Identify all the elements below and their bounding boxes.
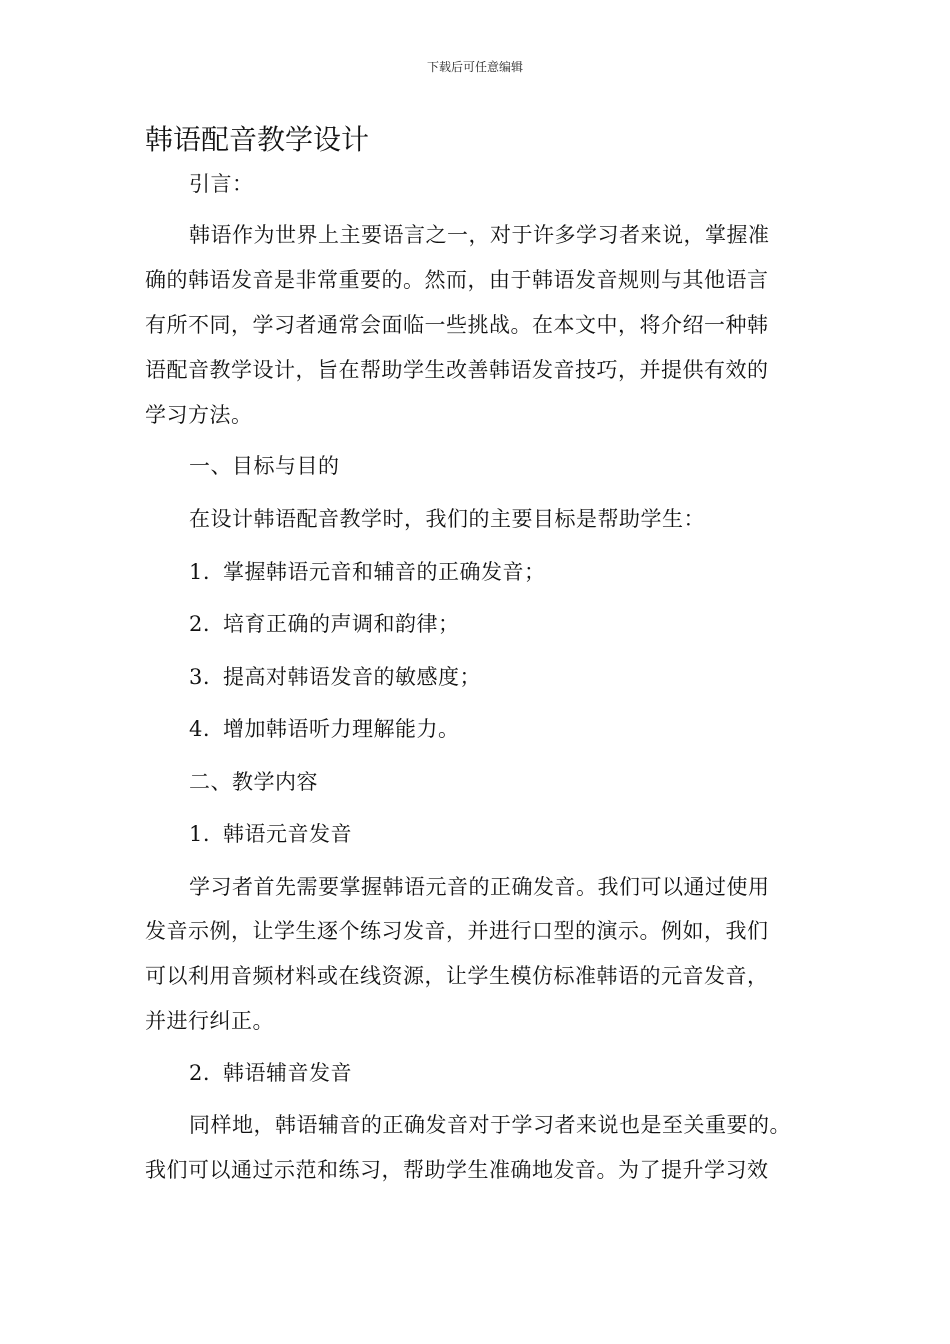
goal-text: 增加韩语听力理解能力。: [223, 717, 460, 741]
goal-number: 1.: [189, 560, 211, 584]
subsection-heading-vowels: [189, 819, 352, 849]
goal-list-item: [189, 662, 481, 692]
intro-label: 引言：: [189, 172, 254, 196]
intro-paragraph-line: 学习方法。: [145, 403, 253, 427]
goal-number: 4.: [189, 717, 211, 741]
intro-paragraph-line: 确的韩语发音是非常重要的。然而，由于韩语发音规则与其他语言: [145, 268, 769, 292]
vowel-paragraph-line: 并进行纠正。: [145, 1009, 274, 1033]
consonant-paragraph-line: 我们可以通过示范和练习，帮助学生准确地发音。为了提升学习效: [145, 1158, 769, 1182]
intro-paragraph-line: 有所不同，学习者通常会面临一些挑战。在本文中，将介绍一种韩: [145, 313, 769, 337]
section-heading-content: 二、教学内容: [189, 770, 318, 794]
goal-text: 掌握韩语元音和辅音的正确发音；: [223, 560, 546, 584]
subsection-number: 2.: [189, 1061, 211, 1085]
goal-number: 2.: [189, 612, 211, 636]
consonant-paragraph-line: 同样地，韩语辅音的正确发音对于学习者来说也是至关重要的。: [189, 1113, 791, 1137]
goals-lead-text: 在设计韩语配音教学时，我们的主要目标是帮助学生：: [189, 507, 705, 531]
intro-paragraph-line: 语配音教学设计，旨在帮助学生改善韩语发音技巧，并提供有效的: [145, 358, 769, 382]
goal-text: 提高对韩语发音的敏感度；: [223, 665, 481, 689]
subsection-title: 韩语元音发音: [223, 822, 352, 846]
goal-list-item: [189, 609, 460, 639]
intro-paragraph-line: 韩语作为世界上主要语言之一，对于许多学习者来说，掌握准: [189, 223, 770, 247]
vowel-paragraph-line: 可以利用音频材料或在线资源，让学生模仿标准韩语的元音发音，: [145, 964, 769, 988]
goal-text: 培育正确的声调和韵律；: [223, 612, 460, 636]
goal-list-item: [189, 557, 546, 587]
vowel-paragraph-line: 学习者首先需要掌握韩语元音的正确发音。我们可以通过使用: [189, 875, 770, 899]
goal-number: 3.: [189, 665, 211, 689]
section-heading-goals: 一、目标与目的: [189, 454, 340, 478]
goal-list-item: [189, 714, 460, 744]
document-title: 韩语配音教学设计: [145, 123, 370, 156]
subsection-title: 韩语辅音发音: [223, 1061, 352, 1085]
vowel-paragraph-line: 发音示例，让学生逐个练习发音，并进行口型的演示。例如，我们: [145, 919, 769, 943]
header-note: 下载后可任意编辑: [426, 60, 523, 74]
subsection-heading-consonants: [189, 1058, 352, 1088]
subsection-number: 1.: [189, 822, 211, 846]
